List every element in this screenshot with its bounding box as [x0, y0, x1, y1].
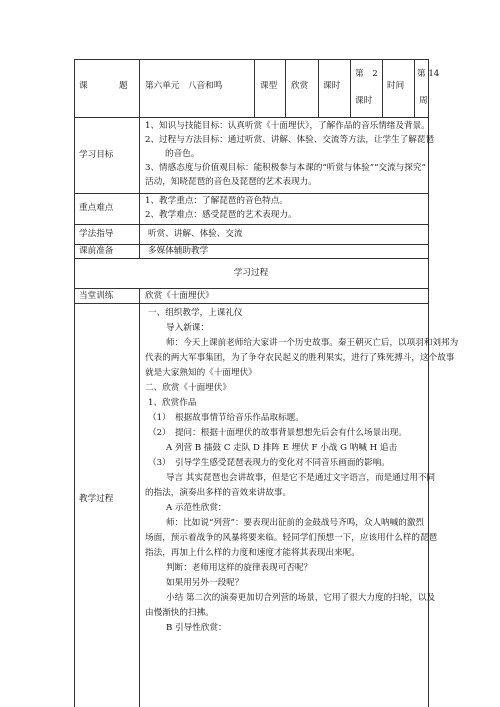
label-type: 课型 — [260, 81, 278, 91]
rule-label-column-lower — [139, 288, 140, 707]
process-line-10: A 列营 B 擂鼓 C 走队 D 排阵 E 埋伏 F 小战 G 呐喊 H 追击 — [166, 443, 398, 453]
goal-line-3: 的音色。 — [165, 149, 200, 159]
prep-label: 课前准备 — [79, 246, 114, 256]
rule-left — [74, 59, 75, 707]
process-line-4: 代表的两大军事集团，为了争夺农民起义的胜利果实，进行了殊死搏斗，这个故事 — [145, 353, 455, 363]
process-line-2: 导入新课： — [166, 323, 209, 333]
rule-keypoints-bottom — [74, 224, 428, 225]
time-unit: 周 — [419, 96, 428, 106]
label-topic-2: 题 — [119, 81, 128, 91]
goal-line-5: 活动，知晓琵琶的音色及琵琶的艺术表现力。 — [145, 177, 317, 187]
prep-text: 多媒体辅助教学 — [148, 246, 209, 256]
process-line-3: 师：今天上课前老师给大家讲一个历史故事。秦王朝灭亡后，以项羽和刘邦为 — [166, 338, 459, 348]
label-period: 课时 — [323, 81, 341, 91]
process-line-18: 判断：老师用这样的旋律表现可否呢？ — [166, 563, 313, 573]
process-line-11: （3） 引导学生感受琵琶表现力的变化对不同音乐画面的影响。 — [148, 458, 390, 468]
process-line-16: 场面，预示着战争的风暴将要来临。轻同学们预想一下，应该用什么样的琵琶 — [145, 533, 438, 543]
goals-label: 学习目标 — [79, 150, 114, 160]
time-value: 第 14 — [417, 69, 440, 79]
process-line-17: 指法，再加上什么样的力度和速度才能将其表现出来呢。 — [145, 548, 360, 558]
type-value: 欣赏 — [291, 81, 309, 91]
rule-practice-bottom — [74, 303, 428, 304]
process-line-5: 就是大家熟知的《十面埋伏》 — [145, 368, 257, 378]
rule-h1 — [254, 59, 255, 117]
process-line-9: （2） 提问：根据十面埋伏的故事背景想想先后会有什么场景出现。 — [148, 428, 407, 438]
rule-h3 — [318, 59, 319, 117]
process-line-6: 二、欣赏《十面埋伏》 — [145, 383, 231, 393]
keypoint-line-2: 2、教学难点：感受琵琶的艺术表现力。 — [145, 210, 297, 220]
process-label: 教学过程 — [79, 494, 114, 504]
rule-right — [428, 59, 429, 707]
process-line-12: 导言 其实琵琶也会讲故事，但是它不是通过文字语言，而是通过用不同 — [166, 473, 436, 483]
goal-line-1: 1、知识与技能目标：认真听赏《十面埋伏》，了解作品的音乐情绪及背景。 — [145, 121, 430, 131]
rule-label-column — [139, 59, 140, 258]
rule-h2 — [285, 59, 286, 117]
label-topic: 课 — [79, 81, 88, 91]
process-line-20: 小结 第二次的演奏更加切合列营的场景，它用了很大力度的扫轮，以及 — [166, 593, 436, 603]
rule-guide-bottom — [74, 244, 428, 245]
process-line-1: 一、组织教学，上课礼仪 — [148, 308, 243, 318]
guide-label: 学法指导 — [79, 229, 114, 239]
process-header: 学习过程 — [233, 268, 269, 278]
rule-process-header-bottom — [74, 288, 428, 289]
process-line-8: （1） 根据故事情节给音乐作品取标题。 — [148, 413, 304, 423]
process-line-15: 师：比如说“列营”：要表现出征前的金鼓战号齐鸣，众人呐喊的激烈 — [166, 518, 425, 528]
rule-top — [74, 59, 428, 60]
process-line-14: A 示范性欣赏： — [166, 503, 227, 513]
rule-h6 — [414, 59, 415, 117]
period-value: 第 2 — [355, 69, 378, 79]
rule-header-bottom — [74, 117, 428, 118]
rule-h5 — [382, 59, 383, 117]
rule-prep-bottom — [74, 258, 428, 259]
process-line-21: 由慢渐快的扫拂。 — [145, 608, 214, 618]
process-line-19: 如果用另外一段呢？ — [166, 578, 244, 588]
period-unit: 课时 — [355, 96, 373, 106]
process-line-13: 的指法，演奏出多样的音效来讲故事。 — [145, 488, 292, 498]
process-line-7: 1、欣赏作品 — [148, 398, 197, 408]
rule-h4 — [350, 59, 351, 117]
goal-line-4: 3、情感态度与价值观目标：能积极参与本课的“听赏与体验”“交流与探究” — [145, 163, 426, 173]
label-time: 时间 — [387, 81, 405, 91]
keypoint-line-1: 1、教学重点：了解琵琶的音色特点。 — [145, 196, 288, 206]
rule-goals-bottom — [74, 193, 428, 194]
goal-line-2: 2、过程与方法目标：通过听赏、讲解、体验、交流等方法，让学生了解琵琶 — [145, 135, 435, 145]
practice-label: 当堂训练 — [79, 291, 114, 301]
guide-text: 听赏、讲解、体验、交流 — [148, 229, 243, 239]
process-line-22: B 引导性欣赏： — [166, 623, 227, 633]
topic-value: 第六单元 八音和鸣 — [145, 81, 223, 91]
practice-text: 欣赏《十面埋伏》 — [145, 291, 214, 301]
keypoints-label: 重点难点 — [79, 203, 114, 213]
